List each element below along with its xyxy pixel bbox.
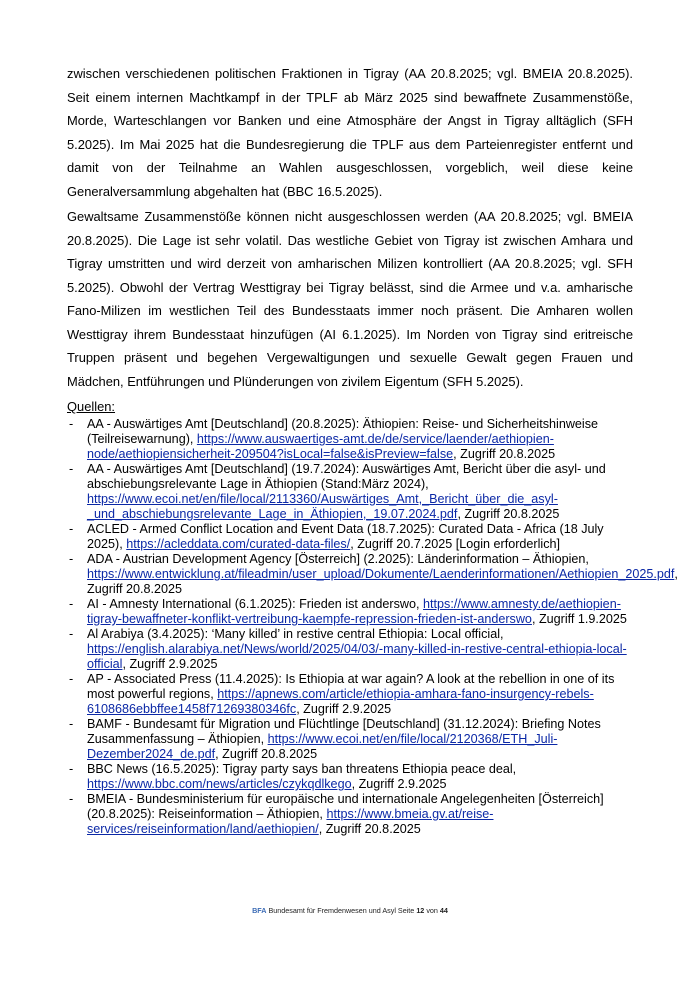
source-text: BMEIA - Bundesministerium für europäische und internationale Angelegenheiten [Österreich] (20.8.2025): Reiseinformation – Äthiopien, (87, 792, 604, 821)
source-access-date: , Zugriff 2.9.2025 (296, 702, 392, 716)
source-link[interactable]: https://www.auswaertiges-amt.de/de/service/laender/aethiopien-node/aethiopiensicherheit-209504?isLocal=false&isPreview=false (87, 432, 554, 461)
list-bullet: - (69, 792, 74, 806)
footer-total-pages: 44 (439, 906, 448, 915)
source-item (67, 417, 637, 462)
source-access-date: , Zugriff 20.8.2025 (453, 447, 556, 461)
source-item (67, 717, 637, 762)
list-bullet: - (69, 522, 74, 536)
source-item (67, 552, 678, 597)
list-bullet: - (69, 627, 74, 641)
source-item (67, 522, 637, 552)
source-link[interactable]: https://english.alarabiya.net/News/world/2025/04/03/-many-killed-in-restive-central-ethiopia-local-official (87, 642, 627, 671)
source-item (67, 462, 637, 522)
bfa-logo: BFA (252, 906, 267, 915)
source-access-date: , Zugriff 20.8.2025 (87, 567, 678, 596)
source-text: AI - Amnesty International (6.1.2025): Frieden ist anderswo, (87, 597, 424, 611)
source-link[interactable]: https://www.amnesty.de/aethiopien-tigray-bewaffneter-konflikt-vertreibung-kaempfe-repression-frieden-ist-anderswo (87, 597, 621, 626)
source-text: AA - Auswärtiges Amt [Deutschland] (20.8.2025): Äthiopien: Reise- und Sicherheitshinweise (Teilreisewarnung), (87, 417, 599, 446)
source-text: BBC News (16.5.2025): Tigray party says ban threatens Ethiopia peace deal, (87, 762, 517, 776)
source-text: Al Arabiya (3.4.2025): ‘Many killed’ in restive central Ethiopia: Local official, (87, 627, 504, 641)
source-access-date: , Zugriff 2.9.2025 (351, 777, 447, 791)
source-link[interactable]: https://www.ecoi.net/en/file/local/2113360/Auswärtiges_Amt,_Bericht_über_die_asyl-_und_abschiebungsrelevante_Lage_in_Äthiopien,_19.07.2024.pdf (87, 492, 558, 521)
list-bullet: - (69, 417, 74, 431)
sources-heading: Quellen: (67, 399, 116, 414)
source-text: ACLED - Armed Conflict Location and Event Data (18.7.2025): Curated Data - Africa (18 July 2025), (87, 522, 604, 551)
list-bullet: - (69, 672, 74, 686)
source-link[interactable]: https://www.ecoi.net/en/file/local/2120368/ETH_Juli-Dezember2024_de.pdf (87, 732, 558, 761)
source-access-date: , Zugriff 20.8.2025 (215, 747, 318, 761)
source-access-date: , Zugriff 1.9.2025 (531, 612, 627, 626)
source-text: AP - Associated Press (11.4.2025): Is Ethiopia at war again? A look at the rebellion in one of its most powerful regions, (87, 672, 615, 701)
source-access-date: , Zugriff 20.8.2025 (457, 507, 560, 521)
list-bullet: - (69, 552, 74, 566)
source-item (67, 627, 637, 672)
list-bullet: - (69, 462, 74, 476)
footer-of-word: von (426, 906, 438, 915)
source-link[interactable]: https://apnews.com/article/ethiopia-amhara-fano-insurgency-rebels-6108686ebbffee1458f71269380346fc (87, 687, 594, 716)
body-paragraph: Gewaltsame Zusammenstöße können nicht ausgeschlossen werden (AA 20.8.2025; vgl. BMEIA 20.8.2025). Die Lage ist sehr volatil. Das westliche Gebiet von Tigray ist zwischen Amhara und Tigray umstritten und wird derzeit von amharischen Milizen kontrolliert (AA 20.8.2025; vgl. SFH 5.2025). Obwohl der Vertrag Westtigray bei Tigray belässt, sind die Armee und v.a. amharische Fano-Milizen im westlichen Teil des Bundesstaats immer noch präsent. Die Amharen wollen Westtigray ihrem Bundesstaat hinzufügen (AI 6.1.2025). Im Norden von Tigray sind eritreische Truppen präsent und begehen Vergewaltigungen und sexuelle Gewalt gegen Frauen und Mädchen, Entführungen und Plünderungen von zivilem Eigentum (SFH 5.2025). (67, 209, 633, 389)
page-footer (0, 906, 700, 916)
source-text: BAMF - Bundesamt für Migration und Flüchtlinge [Deutschland] (31.12.2024): Briefing Notes Zusammenfassung – Äthiopien, (87, 717, 601, 746)
list-bullet: - (69, 762, 74, 776)
source-link[interactable]: https://acleddata.com/curated-data-files/ (126, 537, 351, 551)
footer-page-number: 12 (416, 906, 425, 915)
source-item (67, 792, 637, 837)
source-link[interactable]: https://www.entwicklung.at/fileadmin/user_upload/Dokumente/Laenderinformationen/Aethiopien_2025.pdf (87, 567, 675, 581)
source-text: ADA - Austrian Development Agency [Österreich] (2.2025): Länderinformation – Äthiopien, (87, 552, 589, 566)
source-item (67, 597, 637, 627)
source-item (67, 762, 637, 792)
list-bullet: - (69, 717, 74, 731)
sources-list (67, 417, 678, 837)
footer-page-word: Seite (397, 906, 415, 915)
source-text: AA - Auswärtiges Amt [Deutschland] (19.7.2024): Auswärtiges Amt, Bericht über die asyl- und abschiebungsrelevante Lage in Äthiopien (Stand:März 2024), (87, 462, 606, 491)
source-link[interactable]: https://www.bmeia.gv.at/reise-services/reiseinformation/land/aethiopien/ (87, 807, 494, 836)
source-access-date: , Zugriff 2.9.2025 (122, 657, 218, 671)
source-link[interactable]: https://www.bbc.com/news/articles/czykqdlkego (87, 777, 352, 791)
source-access-date: , Zugriff 20.7.2025 [Login erforderlich] (350, 537, 561, 551)
list-bullet: - (69, 597, 74, 611)
body-paragraph: zwischen verschiedenen politischen Fraktionen in Tigray (AA 20.8.2025; vgl. BMEIA 20.8.2025). Seit einem internen Machtkampf in der TPLF ab März 2025 sind bewaffnete Zusammenstöße, Morde, Warteschlangen vor Banken und eine Atmosphäre der Angst in Tigray alltäglich (SFH 5.2025). Im Mai 2025 hat die Bundesregierung die TPLF aus dem Parteienregister entfernt und damit von der Teilnahme an Wahlen ausgeschlossen, vorgeblich, weil diese keine Generalversammlung abgehalten hat (BBC 16.5.2025). (67, 66, 633, 199)
source-access-date: , Zugriff 20.8.2025 (318, 822, 421, 836)
footer-org: Bundesamt für Fremdenwesen und Asyl (268, 906, 396, 915)
source-item (67, 672, 637, 717)
